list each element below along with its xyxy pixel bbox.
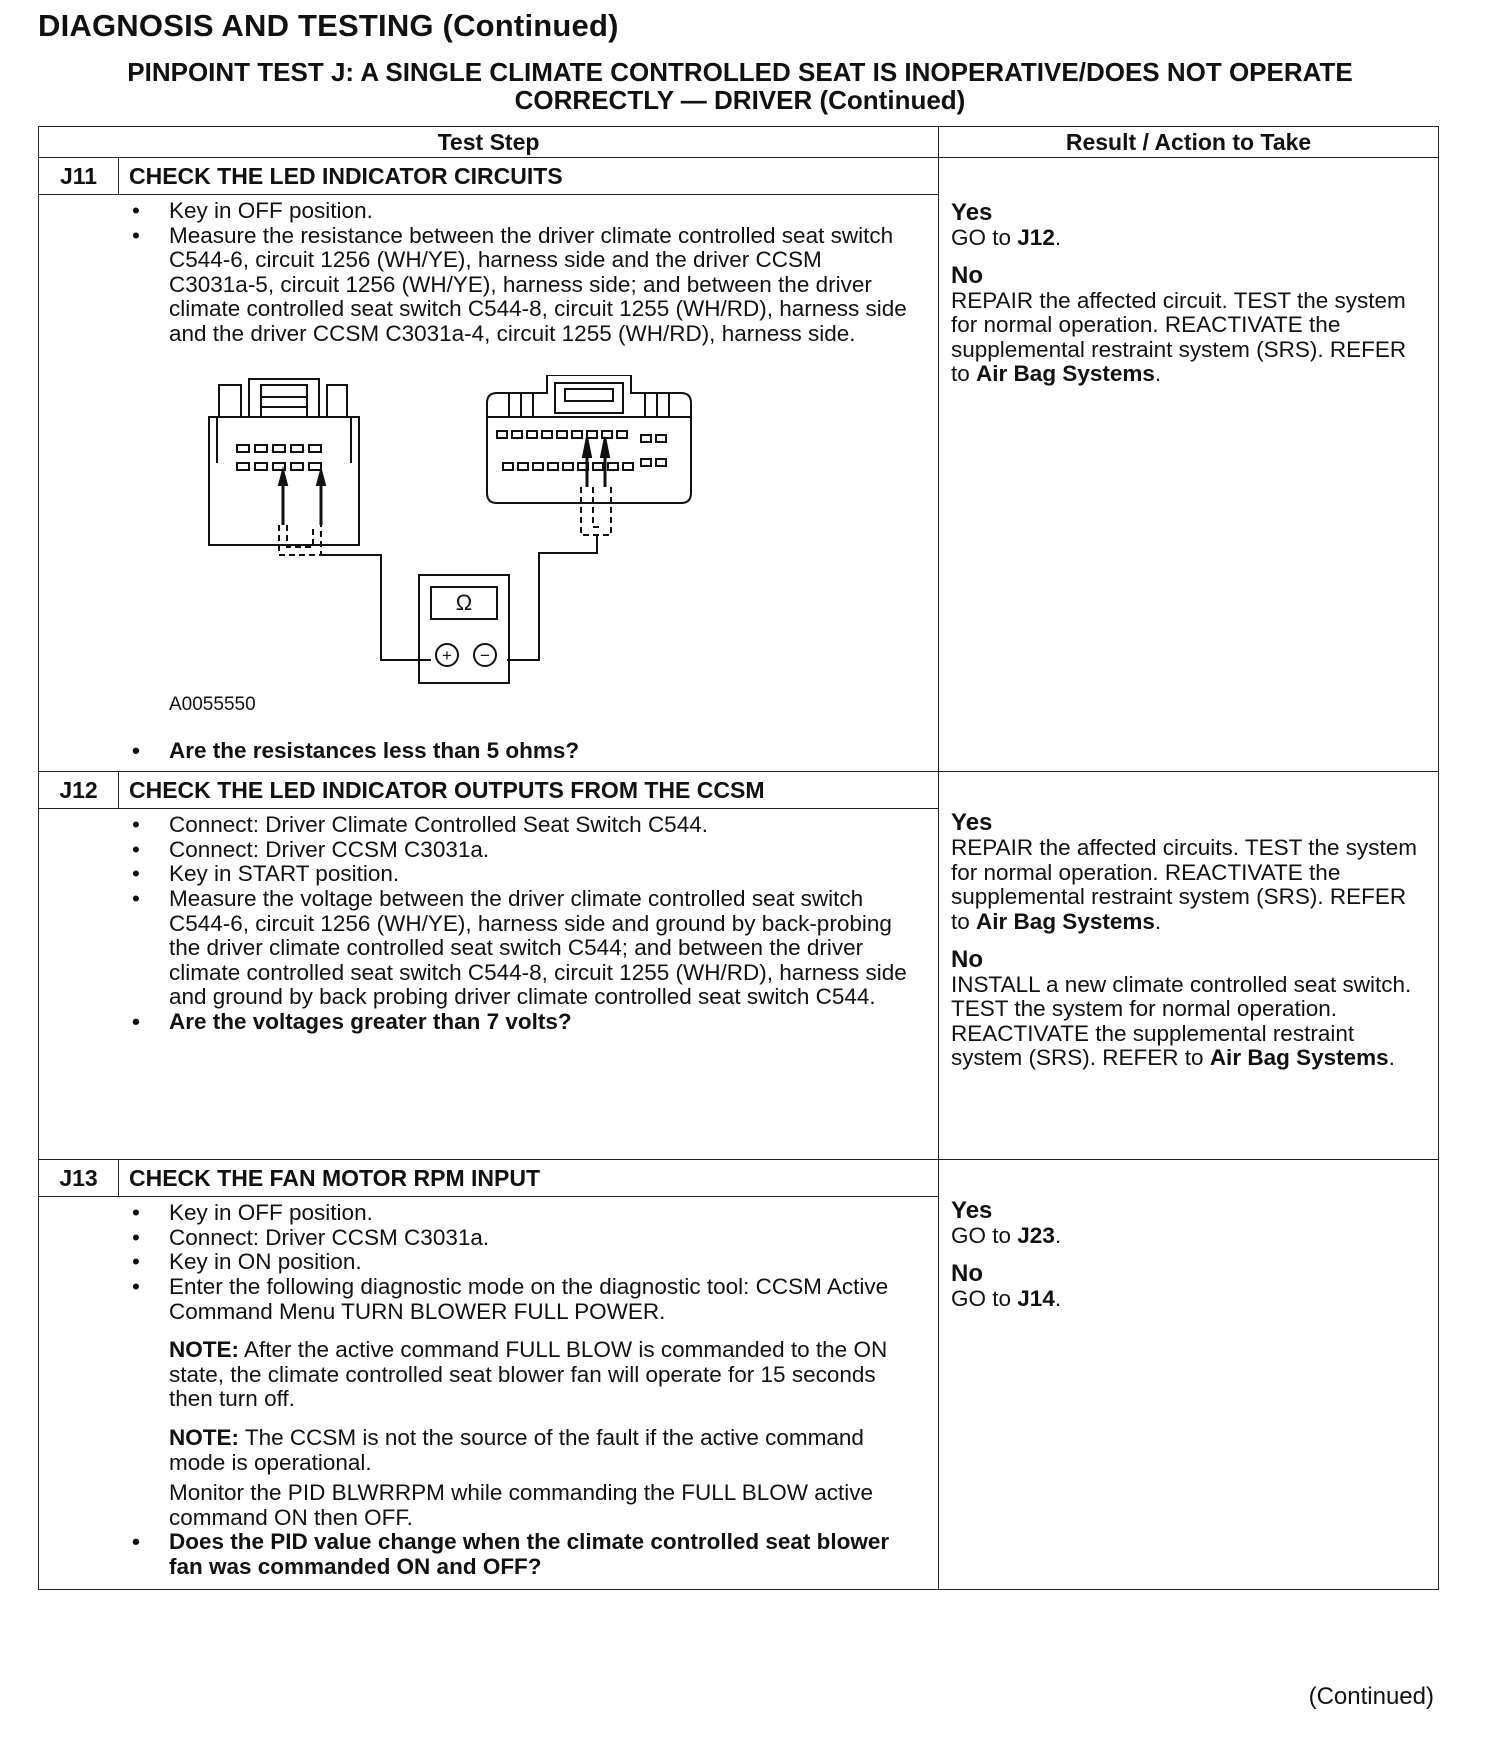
result-j13 xyxy=(939,1160,1439,1590)
step-title-j12: CHECK THE LED INDICATOR OUTPUTS FROM THE CCSM xyxy=(119,772,939,809)
step-reference: J12 xyxy=(1017,225,1055,250)
plus-terminal: + xyxy=(442,645,452,665)
ccsm-connector-c3031a xyxy=(487,375,691,503)
list-item: • Connect: Driver CCSM C3031a. xyxy=(169,1226,908,1251)
section-reference: Air Bag Systems xyxy=(1209,1045,1389,1071)
resistance-test-illustration xyxy=(169,375,809,705)
step-id-j11: J11 xyxy=(39,158,119,195)
pinpoint-test-table xyxy=(38,126,1439,1590)
section-reference: Air Bag Systems xyxy=(976,361,1155,387)
pinpoint-test-title xyxy=(40,58,1440,114)
yes-action: REPAIR the affected circuits. TEST the system for normal operation. REACTIVATE the supplemental restraint system (SRS). REFER to Air Bag Systems. xyxy=(951,835,1418,934)
ohm-symbol: Ω xyxy=(455,589,473,615)
list-item: • Key in ON position. xyxy=(169,1250,908,1275)
no-action: GO to J14. xyxy=(951,1285,1062,1311)
step-body-j12 xyxy=(39,809,939,1160)
list-item: • Key in OFF position. xyxy=(169,1201,908,1226)
step-j11-title-row xyxy=(39,158,1439,195)
no-label: No xyxy=(951,261,984,289)
list-item: • Measure the resistance between the driver climate controlled seat switch C544-6, circuit 1256 (WH/YE), harness side and the driver CCSM C3031a-5, circuit 1256 (WH/YE), harness side; and between the driver climate controlled seat switch C544-8, circuit 1255 (WH/RD), harness side and the driver CCSM C3031a-4, circuit 1255 (WH/RD), harness side. xyxy=(169,224,908,347)
step-body-j13 xyxy=(39,1197,939,1590)
result-j11 xyxy=(939,158,1439,772)
list-item: • Connect: Driver CCSM C3031a. xyxy=(169,838,908,863)
no-action: REPAIR the affected circuit. TEST the system for normal operation. REACTIVATE the supplemental restraint system (SRS). REFER to Air Bag Systems. xyxy=(951,287,1407,387)
test-step-header: Test Step xyxy=(39,127,939,158)
list-item: • Are the voltages greater than 7 volts? xyxy=(169,1010,908,1035)
monitor-instruction: Monitor the PID BLWRRPM while commanding the FULL BLOW active command ON then OFF. xyxy=(169,1480,873,1530)
result-j12 xyxy=(939,772,1439,1160)
section-reference: Air Bag Systems xyxy=(976,908,1155,934)
step-title-j11: CHECK THE LED INDICATOR CIRCUITS xyxy=(119,158,939,195)
continued-label: (Continued) xyxy=(1308,1683,1434,1710)
figure-id: A0055550 xyxy=(169,693,256,715)
no-label: No xyxy=(951,1259,984,1287)
result-header: Result / Action to Take xyxy=(939,127,1439,158)
list-item: • Are the resistances less than 5 ohms? xyxy=(169,739,908,764)
no-label: No xyxy=(951,945,984,973)
test-title-line2: CORRECTLY — DRIVER (Continued) xyxy=(514,85,966,115)
page-title: DIAGNOSIS AND TESTING (Continued) xyxy=(38,8,619,43)
list-item: • Connect: Driver Climate Controlled Seat Switch C544. xyxy=(169,813,908,838)
yes-action: GO to J23. xyxy=(951,1223,1062,1249)
yes-label: Yes xyxy=(951,809,993,837)
step-j12-title-row xyxy=(39,772,1439,809)
yes-action: GO to J12. xyxy=(951,225,1062,250)
list-item: • Enter the following diagnostic mode on the diagnostic tool: CCSM Active Command Menu TURN BLOWER FULL POWER. xyxy=(169,1275,908,1324)
table-header-row xyxy=(39,127,1439,158)
step-title-j13: CHECK THE FAN MOTOR RPM INPUT xyxy=(119,1160,939,1197)
step-id-j13: J13 xyxy=(39,1160,119,1197)
step-j13-title-row xyxy=(39,1160,1439,1197)
test-title-line1: PINPOINT TEST J: A SINGLE CLIMATE CONTROLLED SEAT IS INOPERATIVE/DOES NOT OPERATE xyxy=(127,57,1353,87)
list-item: • Key in OFF position. xyxy=(169,199,908,224)
meter-test-leads xyxy=(279,437,611,660)
step-id-j12: J12 xyxy=(39,772,119,809)
note: NOTE: The CCSM is not the source of the fault if the active command mode is operational. xyxy=(169,1424,864,1475)
yes-label: Yes xyxy=(951,199,993,226)
list-item: • Does the PID value change when the climate controlled seat blower fan was commanded ON and OFF? xyxy=(169,1530,908,1579)
minus-terminal: − xyxy=(480,645,490,665)
no-action: INSTALL a new climate controlled seat switch. TEST the system for normal operation. REACTIVATE the supplemental restraint system (SRS). REFER to Air Bag Systems. xyxy=(951,971,1412,1071)
note: NOTE: After the active command FULL BLOW is commanded to the ON state, the climate controlled seat blower fan will operate for 15 seconds then turn off. xyxy=(169,1337,888,1412)
step-body-j11 xyxy=(39,195,939,772)
step-reference: J14 xyxy=(1017,1285,1055,1311)
list-item: • Key in START position. xyxy=(169,862,908,887)
yes-label: Yes xyxy=(951,1197,993,1225)
list-item: • Measure the voltage between the driver climate controlled seat switch C544-6, circuit 1256 (WH/YE), harness side and ground by back-probing the driver climate controlled seat switch C544; and between the driver climate controlled seat switch C544-8, circuit 1255 (WH/RD), harness side and ground by back probing driver climate controlled seat switch C544. xyxy=(169,887,908,1010)
connector-diagram xyxy=(169,375,809,735)
step-reference: J23 xyxy=(1017,1223,1055,1249)
